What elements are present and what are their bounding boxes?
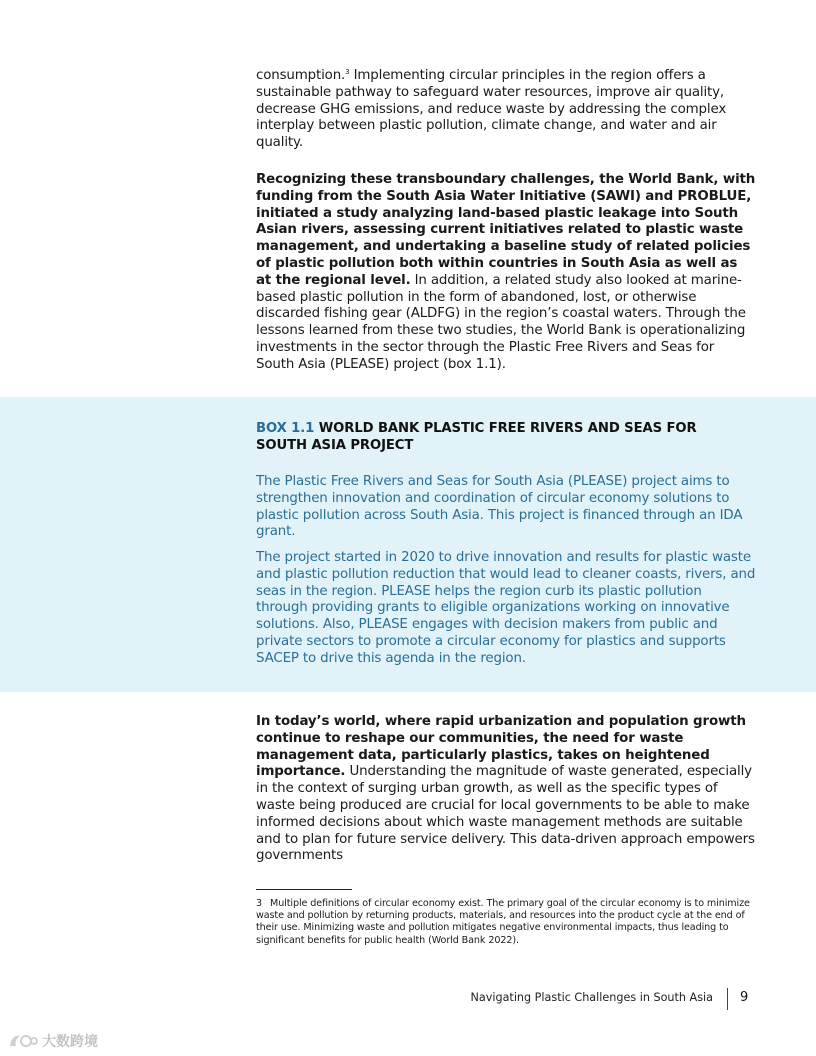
box-paragraph-2 <box>256 550 756 668</box>
paragraph-lead: consumption. <box>256 68 346 83</box>
body-paragraph-1 <box>256 68 756 152</box>
footnote-divider <box>256 889 352 890</box>
box-title-text: WORLD BANK PLASTIC FREE RIVERS AND SEAS FOR SOUTH ASIA PROJECT <box>256 421 697 453</box>
box-paragraph-1-text: The Plastic Free Rivers and Seas for South Asia (PLEASE) project aims to strengthen innovation and coordination of circular economy solutions to plastic pollution across South Asia. This project is financed through an IDA grant. <box>256 474 743 540</box>
watermark-text: 大数跨境 <box>42 1034 98 1050</box>
footnote-ref-3[interactable]: 3 <box>345 68 350 76</box>
body-paragraph-3 <box>256 714 756 865</box>
paragraph-text: Understanding the magnitude of waste generated, especially in the context of surging urban growth, as well as the specific types of waste being produced are crucial for local governments to be able to make informed decisions about which waste management methods are suitable and to plan for future service delivery. This data-driven approach empowers governments <box>256 764 755 864</box>
footnote-number: 3 <box>256 898 263 909</box>
watermark-logo-icon <box>8 1032 38 1050</box>
footnote-text: Multiple definitions of circular economy exist. The primary goal of the circular economy is to minimize waste and pollution by returning products, materials, and resources into the product cycle at the end of their use. Minimizing waste and pollution mitigates negative environmental impacts, thus leading to significant benefits for public health (World Bank 2022). <box>256 898 750 946</box>
watermark <box>8 1030 98 1052</box>
footnote-3 <box>256 898 752 947</box>
footer-separator <box>727 988 728 1010</box>
page-number: 9 <box>740 990 749 1005</box>
paragraph-bold-lead: In today’s world, where rapid urbanization and population growth continue to reshape our communities, the need for waste management data, particularly plastics, takes on heightened importance. <box>256 714 746 780</box>
box-title <box>256 420 726 454</box>
paragraph-text: In addition, a related study also looked at marine-based plastic pollution in the form of abandoned, lost, or otherwise discarded fishing gear (ALDFG) in the region’s coastal waters. Through the lessons learned from these two studies, the World Bank is operationalizing investments in the sector through the Plastic Free Rivers and Seas for South Asia (PLEASE) project (box 1.1). <box>256 272 746 372</box>
box-paragraph-2-text: The project started in 2020 to drive innovation and results for plastic waste and plastic pollution reduction that would lead to cleaner coasts, rivers, and seas in the region. PLEASE helps the region curb its plastic pollution through providing grants to eligible organizations working on innovative solutions. Also, PLEASE engages with decision makers from public and private sectors to promote a circular economy for plastics and supports SACEP to drive this agenda in the region. <box>256 550 756 666</box>
box-paragraph-1 <box>256 474 756 541</box>
box-label: BOX 1.1 <box>256 421 315 436</box>
paragraph-text: Implementing circular principles in the region offers a sustainable pathway to safeguard water resources, improve air quality, decrease GHG emissions, and reduce waste by addressing the complex interplay between plastic pollution, climate change, and water and air quality. <box>256 68 727 151</box>
paragraph-bold-lead: Recognizing these transboundary challenges, the World Bank, with funding from the South Asia Water Initiative (SAWI) and PROBLUE, initiated a study analyzing land-based plastic leakage into South Asian rivers, assessing current initiatives related to plastic waste management, and undertaking a baseline study of related policies of plastic pollution both within countries in South Asia as well as at the regional level. <box>256 172 756 288</box>
running-head: Navigating Plastic Challenges in South Asia <box>470 991 713 1004</box>
body-paragraph-2 <box>256 172 756 374</box>
